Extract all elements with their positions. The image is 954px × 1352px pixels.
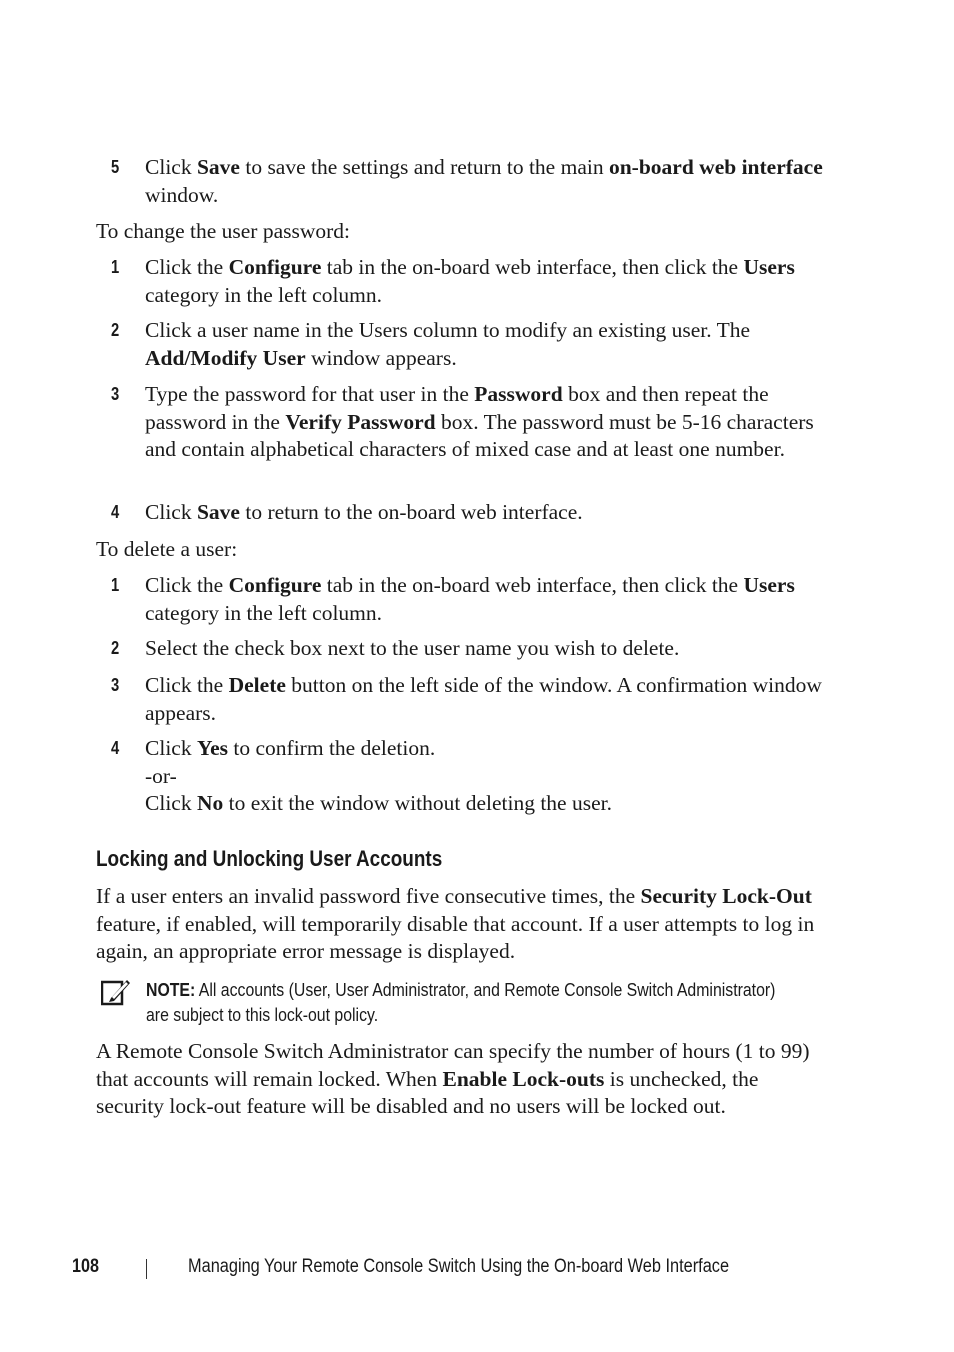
note-pencil-icon [101,978,131,1006]
page-number: 108 [72,1256,99,1277]
step-text: Click the Configure tab in the on-board web interface, then click the Users category in the left column. [145,573,795,625]
step-text: Click the Configure tab in the on-board web interface, then click the Users category in the left column. [145,255,795,307]
delete-user-intro: To delete a user: [96,537,238,561]
locking-paragraph-1: If a user enters an invalid password five consecutive times, the Security Lock-Out feature, if enabled, will temporarily disable that account. If a user attempts to log in again, an appropriate error message is displayed. [96,884,815,963]
step-number: 2 [111,320,120,340]
step-text: Click Save to save the settings and return to the main on-board web interface window. [145,155,823,207]
step-text: Click Save to return to the on-board web interface. [145,500,583,524]
or-separator: -or- [145,763,177,788]
step-number: 1 [111,257,120,277]
footer-divider [146,1259,147,1279]
step-text: Select the check box next to the user name you wish to delete. [145,636,680,660]
step-number: 4 [111,738,120,758]
step-text: Click a user name in the Users column to modify an existing user. The Add/Modify User window appears. [145,318,751,370]
section-heading: Locking and Unlocking User Accounts [96,846,443,871]
step-text: Click the Delete button on the left side of the window. A confirmation window appears. [145,673,822,725]
step-number: 2 [111,638,120,658]
step-number: 3 [111,675,120,695]
step-text: Type the password for that user in the Password box and then repeat the password in the Verify Password box. The password must be 5-16 characters and contain alphabetical characters of mixed case and at least one number. [145,382,814,461]
step-number: 3 [111,384,120,404]
step-text: Click Yes to confirm the deletion. -or- Click No to exit the window without deleting the user. [145,735,835,818]
change-password-intro: To change the user password: [96,219,351,243]
step-number: 1 [111,575,120,595]
note-text: NOTE: All accounts (User, User Administrator, and Remote Console Switch Administrator) are subject to this lock-out policy. [146,980,776,1025]
footer-title: Managing Your Remote Console Switch Using the On-board Web Interface [188,1256,730,1277]
step-number: 5 [111,157,120,177]
step-number: 4 [111,502,120,522]
locking-paragraph-2: A Remote Console Switch Administrator can specify the number of hours (1 to 99) that accounts will remain locked. When Enable Lock-outs is unchecked, the security lock-out feature will be disabled and no users will be locked out. [96,1039,810,1118]
